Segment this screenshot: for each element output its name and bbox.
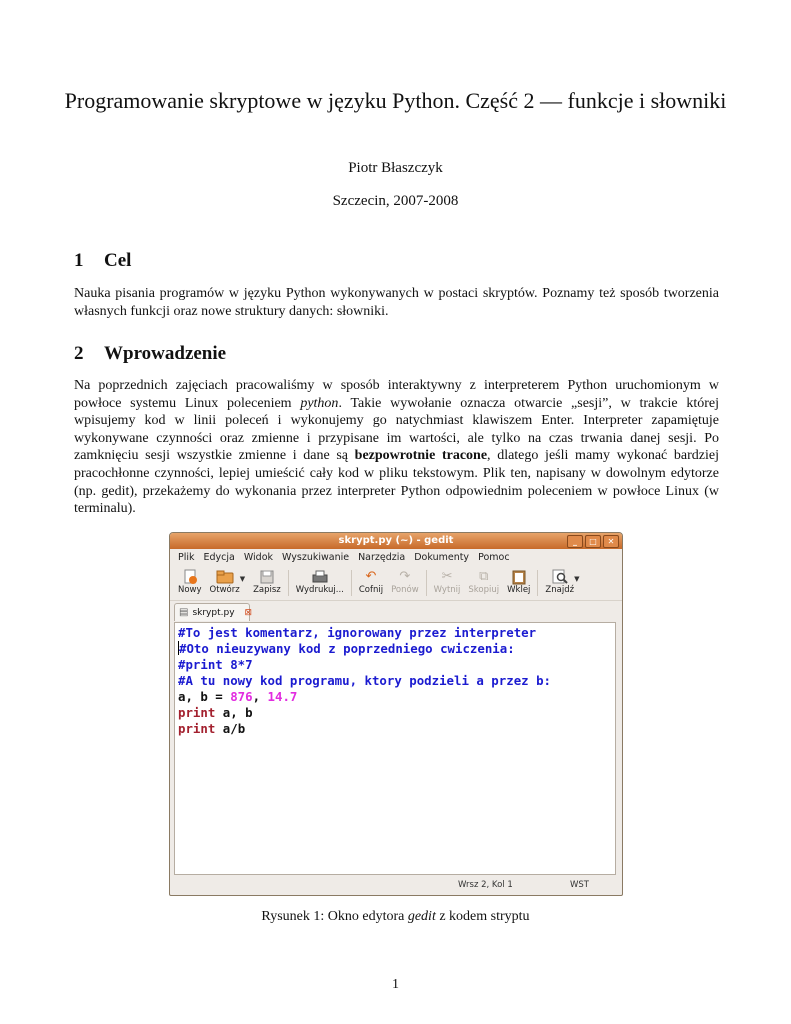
gedit-window	[169, 532, 623, 896]
close-tab-icon[interactable]: ⊠	[244, 607, 253, 618]
open-button[interactable]	[206, 566, 244, 600]
code-keyword: print	[178, 705, 216, 720]
emphasis-text: bezpowrotnie tracone	[354, 448, 488, 464]
redo-button-label: Ponów	[391, 585, 419, 595]
toolbar-separator	[351, 570, 352, 596]
code-number: 14.7	[267, 689, 298, 704]
toolbar-separator	[426, 570, 427, 596]
document-place-date: Szczecin, 2007-2008	[332, 193, 459, 209]
menu-widok[interactable]: Widok	[243, 552, 274, 563]
menu-pomoc[interactable]: Pomoc	[478, 552, 510, 563]
magnifier-icon	[551, 568, 569, 585]
code-text: ,	[252, 689, 268, 704]
copy-icon: ⧉	[479, 569, 489, 584]
code-text: a/b	[215, 721, 246, 736]
caption-text: Rysunek 1: Okno edytora	[261, 909, 408, 924]
open-dropdown-arrow-icon[interactable]: ▼	[239, 575, 246, 583]
document-author: Piotr Błaszczyk	[348, 160, 443, 176]
close-window-button[interactable]: ✕	[603, 535, 619, 548]
code-line: #A tu nowy kod programu, ktory podzieli a przez b:	[178, 673, 551, 688]
code-line	[178, 689, 612, 705]
tab-label: skrypt.py	[192, 607, 235, 618]
paste-button-label: Wklej	[507, 585, 531, 595]
toolbar-separator	[537, 570, 538, 596]
section-title: Cel	[104, 250, 132, 271]
copy-button[interactable]	[464, 566, 503, 600]
window-titlebar[interactable]	[170, 533, 622, 549]
command-name: python	[300, 395, 339, 411]
code-text: a, b =	[178, 689, 231, 704]
menu-dokumenty[interactable]: Dokumenty	[414, 552, 470, 563]
print-button[interactable]	[292, 566, 348, 600]
open-button-label: Otwórz	[209, 585, 240, 595]
print-button-label: Wydrukuj...	[295, 585, 344, 595]
toolbar	[170, 566, 622, 601]
menu-plik[interactable]: Plik	[178, 552, 195, 563]
window-title: skrypt.py (~) - gedit	[338, 535, 454, 546]
paragraph-text: , dlatego jeśli mamy wykonać bardziej pracochłonne czynności, lepiej umieścić cały kod w pliku tekstowym. Plik ten, napisany w dowolnym edytorze (np. gedit), przekażemy do wykonania przez interpreter Python odpowiednim poleceniem w powłoce Linux (w terminalu).	[74, 448, 719, 517]
section-heading-wprowadzenie	[74, 343, 226, 365]
toolbar-separator	[288, 570, 289, 596]
paragraph-text: . Takie wywołanie oznacza otwarcie „sesji”, w trakcie której wpisujemy kod w linii poleceń i wykonujemy go natychmiast klawiszem Enter. Interpreter zapamiętuje wykonywane czynności oraz zmienne i przypisane im wartości, ale tylko na czas trwania danej sesji. Po zamknięciu sesji wszystkie zmienne i dane są	[74, 395, 719, 464]
save-disk-icon	[258, 568, 276, 585]
maximize-button[interactable]: □	[585, 535, 601, 548]
new-button[interactable]	[174, 566, 206, 600]
paste-button[interactable]	[503, 566, 534, 600]
caption-text: z kodem stryptu	[435, 909, 530, 924]
save-button-label: Zapisz	[253, 585, 281, 595]
menu-edycja[interactable]: Edycja	[203, 552, 235, 563]
clipboard-icon	[510, 568, 528, 585]
new-button-label: Nowy	[178, 585, 202, 595]
code-line	[178, 641, 612, 657]
scissors-icon: ✂	[441, 569, 453, 584]
undo-button[interactable]	[355, 566, 387, 600]
menu-wyszukiwanie[interactable]: Wyszukiwanie	[282, 552, 350, 563]
paragraph-text: Na poprzednich zajęciach pracowaliśmy w sposób interaktywny z interpreterem Python uruchomionym w powłoce systemu Linux poleceniem	[74, 378, 719, 411]
code-line	[178, 705, 612, 721]
copy-button-label: Skopiuj	[468, 585, 500, 595]
find-dropdown-arrow-icon[interactable]: ▼	[574, 575, 580, 583]
figure-caption	[0, 909, 791, 925]
undo-arrow-icon: ↶	[365, 569, 377, 584]
minimize-button[interactable]: _	[567, 535, 583, 548]
tab-skrypt-py[interactable]	[174, 603, 253, 621]
code-line: #To jest komentarz, ignorowany przez interpreter	[178, 625, 537, 640]
code-keyword: print	[178, 721, 216, 736]
insert-mode: WST	[570, 880, 589, 890]
document-title: Programowanie skryptowe w języku Python. Część 2 — funkcje i słowniki	[64, 88, 727, 113]
new-document-icon	[181, 568, 199, 585]
cut-button-label: Wytnij	[433, 585, 461, 595]
code-number: 876	[230, 689, 253, 704]
section-heading-cel	[74, 250, 131, 272]
section-number: 1	[74, 250, 84, 271]
code-line-text: #Oto nieuzywany kod z poprzedniego cwiczenia:	[179, 641, 515, 656]
section-cel-text: Nauka pisania programów w języku Python wykonywanych w postaci skryptów. Poznamy też sposób tworzenia własnych funkcji oraz nowe struktury danych: słowniki.	[74, 286, 719, 319]
find-button[interactable]	[541, 566, 578, 600]
menu-narzedzia[interactable]: Narzędzia	[358, 552, 406, 563]
code-editor[interactable]	[174, 622, 616, 875]
code-line	[178, 721, 612, 737]
caption-app-name: gedit	[407, 909, 436, 924]
menu-bar	[170, 549, 622, 566]
undo-button-label: Cofnij	[358, 585, 384, 595]
cursor-position: Wrsz 2, Kol 1	[458, 880, 513, 890]
code-line: #print 8*7	[178, 657, 253, 672]
document-tabs	[170, 601, 622, 621]
status-bar	[174, 877, 616, 893]
section-title: Wprowadzenie	[104, 343, 227, 364]
cut-button[interactable]	[430, 566, 465, 600]
section-number: 2	[74, 343, 84, 364]
find-button-label: Znajdź	[545, 585, 575, 595]
page-number: 1	[392, 977, 399, 992]
open-folder-icon	[216, 568, 234, 585]
code-text: a, b	[215, 705, 253, 720]
printer-icon	[311, 568, 329, 585]
redo-button[interactable]	[387, 566, 423, 600]
redo-arrow-icon: ↷	[399, 569, 411, 584]
save-button[interactable]	[249, 566, 285, 600]
file-icon: ▤	[179, 606, 189, 618]
section-wprowadzenie-text	[74, 377, 719, 518]
